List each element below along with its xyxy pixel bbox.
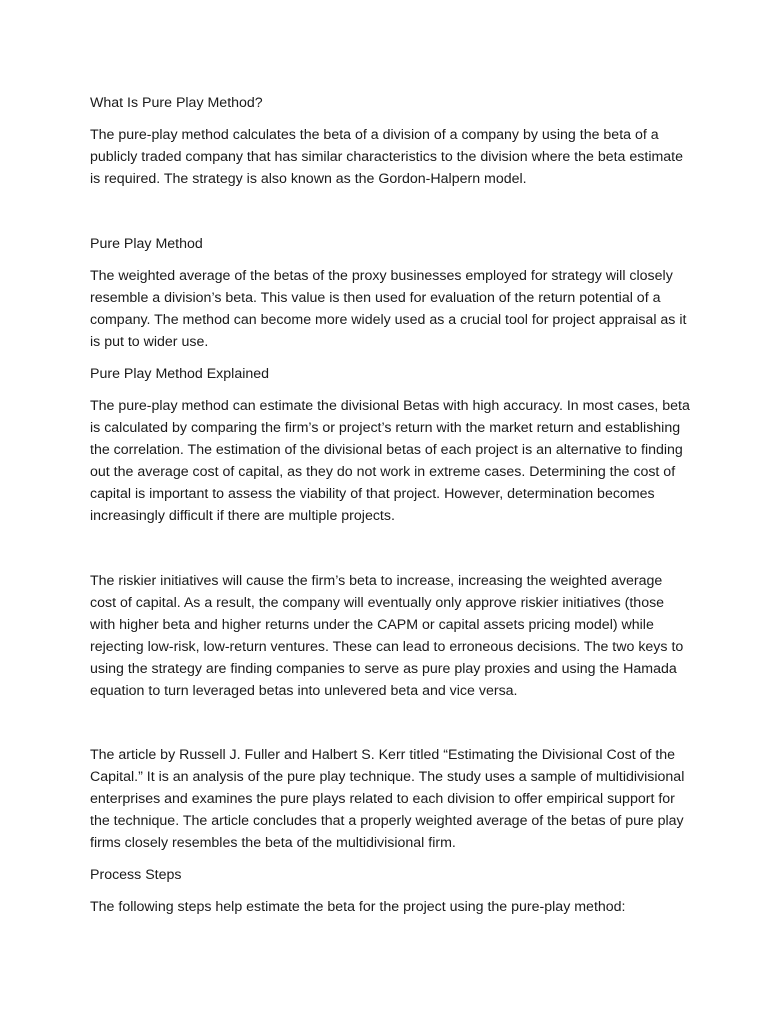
heading-what-is-pure-play: What Is Pure Play Method? <box>90 95 263 111</box>
heading-explained: Pure Play Method Explained <box>90 366 270 382</box>
paragraph-steps-intro: The following steps help estimate the beta for the project using the pure-play method: <box>90 899 626 915</box>
paragraph-riskier-initiatives: The riskier initiatives will cause the firm’s beta to increase, increasing the weighted average cost of capital. As a result, the company will eventually only approve riskier initiatives (those with higher beta and higher returns under the CAPM or capital assets pricing model) while rejecting low-risk, low-return ventures. These can lead to erroneous decisions. The two keys to using the strategy are finding companies to serve as pure play proxies and using the Hamada equation to turn leveraged betas into unlevered beta and vice versa. <box>90 573 684 699</box>
heading-process-steps: Process Steps <box>90 867 182 883</box>
heading-pure-play-method: Pure Play Method <box>90 236 203 252</box>
paragraph-fuller-kerr-article: The article by Russell J. Fuller and Halbert S. Kerr titled “Estimating the Divisional Cost of the Capital.” It is an analysis of the pure play technique. The study uses a sample of multidivisional enterprises and examines the pure plays related to each division to offer empirical support for the technique. The article concludes that a properly weighted average of the betas of pure play firms closely resembles the beta of the multidivisional firm. <box>90 747 685 851</box>
paragraph-weighted-average: The weighted average of the betas of the proxy businesses employed for strategy will closely resemble a division’s beta. This value is then used for evaluation of the return potential of a company. The method can become more widely used as a crucial tool for project appraisal as it is put to wider use. <box>90 268 687 350</box>
paragraph-definition: The pure-play method calculates the beta of a division of a company by using the beta of a publicly traded company that has similar characteristics to the division where the beta estimate is required. The strategy is also known as the Gordon-Halpern model. <box>90 127 684 187</box>
paragraph-explained: The pure-play method can estimate the divisional Betas with high accuracy. In most cases, beta is calculated by comparing the firm’s or project’s return with the market return and establishing the correlation. The estimation of the divisional betas of each project is an alternative to finding out the average cost of capital, as they do not work in extreme cases. Determining the cost of capital is important to assess the viability of that project. However, determination becomes increasingly difficult if there are multiple projects. <box>90 398 690 524</box>
